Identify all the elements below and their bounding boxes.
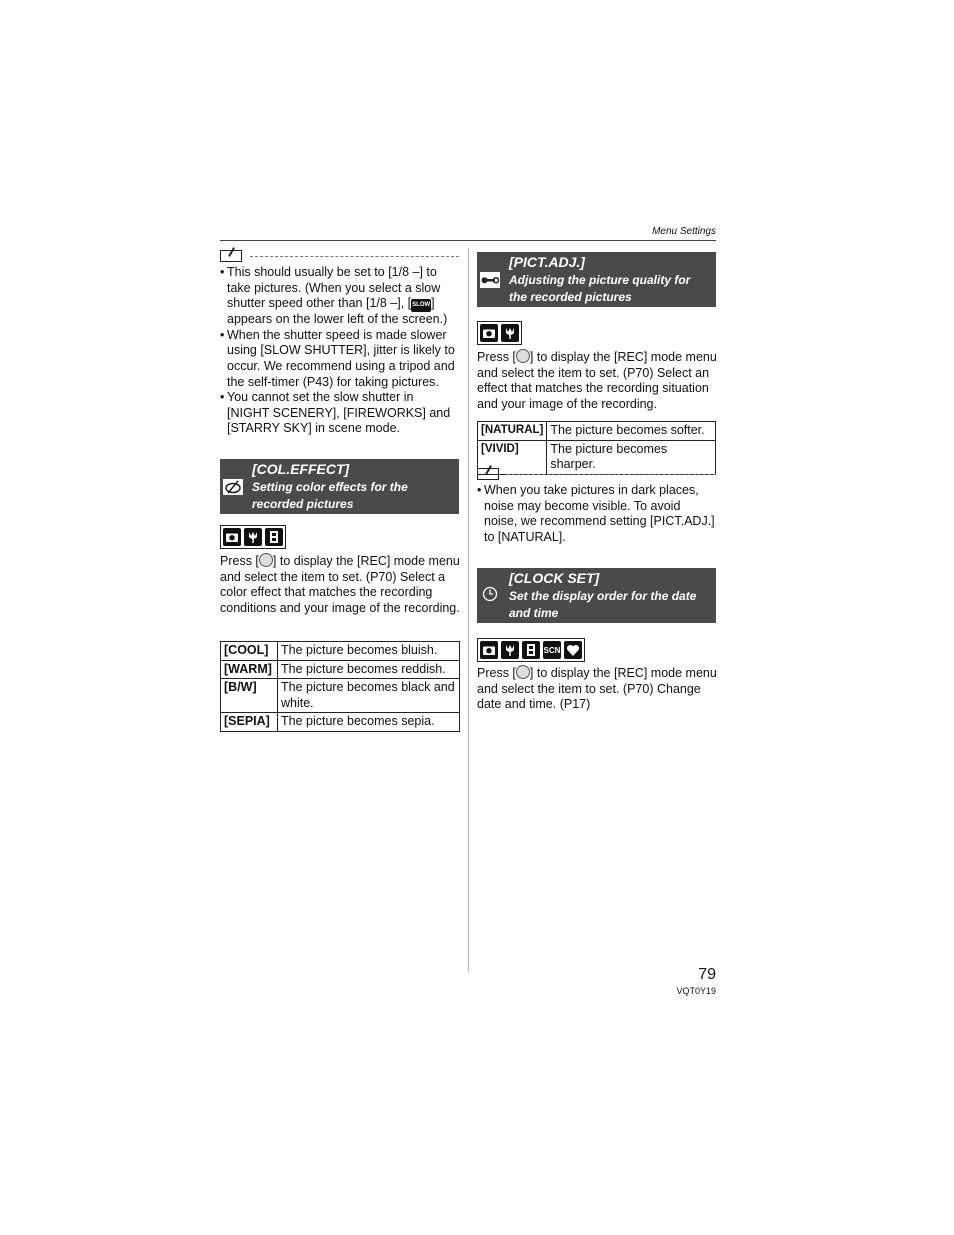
menu-button-icon bbox=[516, 349, 530, 363]
document-code: VQT0Y19 bbox=[676, 986, 716, 996]
tulip-icon bbox=[244, 528, 262, 546]
note-list bbox=[220, 265, 459, 437]
header-rule bbox=[220, 240, 716, 241]
menu-button-icon bbox=[516, 665, 530, 679]
note-block-right bbox=[477, 467, 716, 545]
clock-set-modes bbox=[477, 638, 585, 662]
clock-icon bbox=[480, 586, 500, 602]
note-header bbox=[220, 249, 459, 263]
camera-icon bbox=[223, 528, 241, 546]
table-row: [NATURAL] The picture becomes softer. bbox=[478, 422, 716, 441]
note-item: • You cannot set the slow shutter in [NIGHT SCENERY], [FIREWORKS] and [STARRY SKY] in scene mode. bbox=[220, 390, 459, 437]
section-header: Menu Settings bbox=[652, 226, 716, 237]
pict-adj-header bbox=[477, 252, 716, 307]
wrench-icon bbox=[480, 272, 500, 288]
col-effect-modes bbox=[220, 525, 286, 549]
clock-set-subtitle: Set the display order for the date and time bbox=[509, 589, 697, 620]
clock-set-instructions: Press [ ] to display the [REC] mode menu and select the item to set. (P70) Change date and time. (P17) bbox=[477, 666, 717, 712]
pict-adj-modes bbox=[477, 321, 522, 345]
color-effect-icon bbox=[223, 479, 243, 495]
note-icon bbox=[220, 250, 242, 262]
note-block-left bbox=[220, 249, 459, 437]
col-effect-header bbox=[220, 459, 459, 514]
camera-icon bbox=[480, 641, 498, 659]
table-row: [SEPIA] The picture becomes sepia. bbox=[221, 713, 460, 732]
note-item: • When you take pictures in dark places, noise may become visible. To avoid noise, we recommend setting [PICT.ADJ.] to [NATURAL]. bbox=[477, 483, 716, 545]
table-row: [WARM] The picture becomes reddish. bbox=[221, 660, 460, 679]
col-effect-subtitle: Setting color effects for the recorded pictures bbox=[252, 480, 408, 511]
menu-button-icon bbox=[259, 553, 273, 567]
table-row: [B/W] The picture becomes black and white. bbox=[221, 679, 460, 713]
heart-icon bbox=[564, 641, 582, 659]
slow-icon: SLOW bbox=[411, 299, 431, 312]
tulip-icon bbox=[501, 641, 519, 659]
scn-icon: SCN bbox=[543, 641, 561, 659]
camera-icon bbox=[480, 324, 498, 342]
note-divider bbox=[250, 256, 459, 257]
film-icon bbox=[265, 528, 283, 546]
note-list bbox=[477, 483, 716, 545]
clock-set-header bbox=[477, 568, 716, 623]
col-effect-table bbox=[220, 641, 460, 732]
note-icon bbox=[477, 468, 499, 480]
column-divider bbox=[468, 248, 469, 972]
table-row: [COOL] The picture becomes bluish. bbox=[221, 642, 460, 661]
col-effect-instructions: Press [ ] to display the [REC] mode menu and select the item to set. (P70) Select a color effect that matches the recording conditions and your image of the recording. bbox=[220, 554, 460, 615]
film-icon bbox=[522, 641, 540, 659]
clock-set-title: [CLOCK SET] bbox=[509, 570, 600, 586]
note-item: • When the shutter speed is made slower using [SLOW SHUTTER], jitter is likely to occur. We recommend using a tripod and the self-timer (P43) for taking pictures. bbox=[220, 328, 459, 390]
note-item: • This should usually be set to [1/8 –] to take pictures. (When you select a slow shutter speed other than [1/8 –], [SLOW] appears on the lower left of the screen.) bbox=[220, 265, 459, 328]
pict-adj-subtitle: Adjusting the picture quality for the recorded pictures bbox=[509, 273, 691, 304]
page-number: 79 bbox=[698, 966, 716, 983]
table-row: [VIVID] The picture becomes sharper. bbox=[478, 440, 716, 474]
pict-adj-title: [PICT.ADJ.] bbox=[509, 254, 585, 270]
note-divider bbox=[507, 474, 716, 475]
tulip-icon bbox=[501, 324, 519, 342]
pict-adj-instructions: Press [ ] to display the [REC] mode menu and select the item to set. (P70) Select an effect that matches the recording situation and your image of the recording. bbox=[477, 350, 717, 411]
note-header bbox=[477, 467, 716, 481]
col-effect-title: [COL.EFFECT] bbox=[252, 461, 350, 477]
